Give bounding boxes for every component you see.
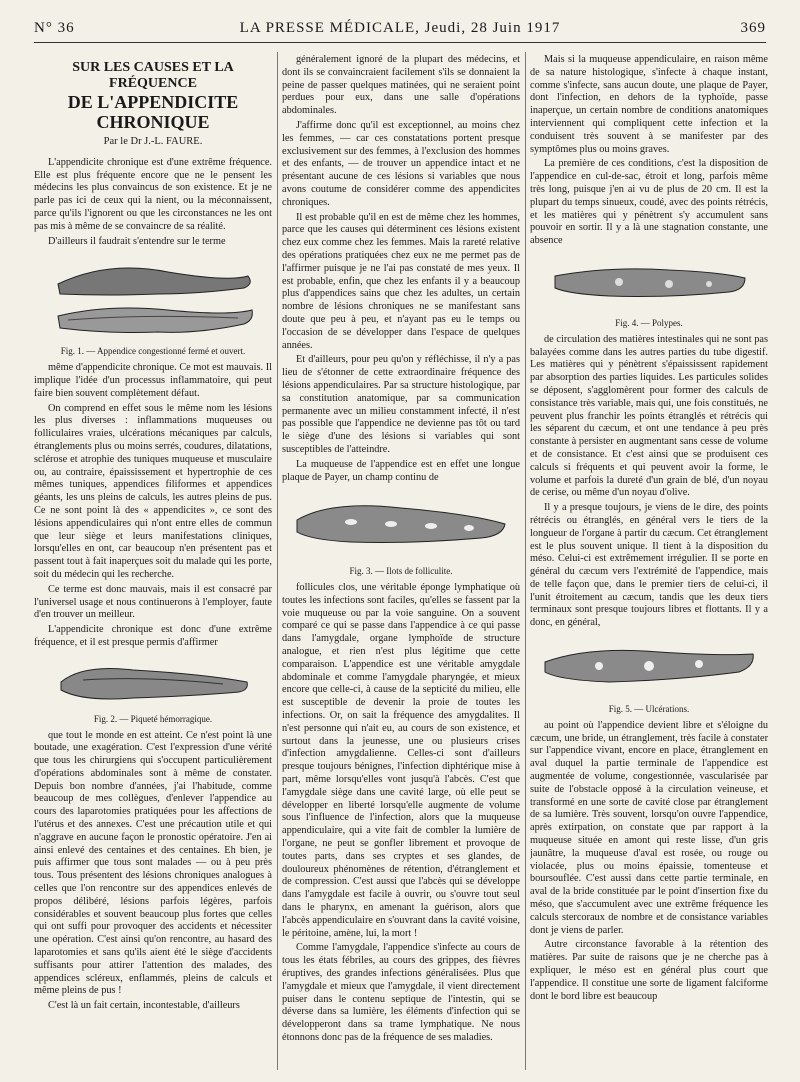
column-3 — [530, 54, 768, 1069]
issue-number: N° 36 — [34, 20, 75, 36]
paragraph: C'est là un fait certain, incontestable, d'ailleurs — [48, 1000, 240, 1012]
page-number: 369 — [740, 20, 766, 36]
figure-5-caption: Fig. 5. — Ulcérations. — [608, 704, 690, 715]
paragraph: de circulation des matières intestinales qui ne sont pas balayées comme dans les autres parties du tube digestif. Les matières qui y pénètrent s'épaississent rapidement par absorption des parties liquides. Les particules solides se déposent, s'agglomèrent pour former des calculs de consistance très variable, mais qui, une fois constitués, ne peuvent plus franchir les points étranglés et rétrécis qui les séparent du cæcum, et ont une tendance à peu près constante à persister en augmentant sans cesse de volume et de consistance. Et c'est ainsi que se produisent ces calculs si fréquents et qui peuvent avoir la forme, le volume et parfois la dureté d'un grain de blé, d'un noyau de cerise, ou même d'un noyau d'olive. — [530, 333, 768, 499]
paragraph: follicules clos, une véritable éponge lymphatique où toutes les infections sont faciles, qu'elles se fassent par la voie muqueuse ou par la voie sanguine. On a souvent comparé ce qui se passe dans l'appendice à ce qui passe dans l'amygdale, organe lymphoïde de structure analogue, et rien n'est plus légitime que cette comparaison. L'appendice est une véritable amygdale abdominale et comme l'amygdale pharyngée, et mieux encore que celle-ci, à cause de la septicité du milieu, elle est susceptible de devenir la proie de toutes les infections. Or, on sait la fréquence des amygdalites. Il n'est personne qui n'ait eu, au cours de son existence, et surtout dans la jeunesse, une ou plusieurs crises d'infection amygdalienne. Celles-ci sont d'ailleurs presque toujours bénignes, l'infection diphtérique mise à part, même lorsqu'elles vont jusqu'à l'abcès. C'est que l'amygdale siège dans une cavité large, où elle peut se développer en liberté lorsqu'elle augmente de volume sous l'influence de l'infection, alors que la muqueuse appendiculaire, qui a vite fait de combler la lumière de l'organe, ne peut se gonfler librement et provoque de toutes parts, dans ses cryptes et ses glandes, de douloureux phénomènes de rétention, d'étranglement et de compression. C'est aussi que l'abcès qui se développe dans l'amygdale est facile à ouvrir, ou s'ouvre tout seul dans le pharynx, en amenant la guérison, alors que l'abcès appendiculaire en s'ouvrant dans la cavité voisine, le péritoine, amène, lui, la mort ! — [282, 582, 520, 939]
figure-2 — [34, 656, 272, 726]
paragraph: que tout le monde en est atteint. Ce n'est point là une boutade, une exagération. C'est l'expression d'une vérité que tous les chirurgiens qui s'occupent particulièrement d'opérations abdominales sont à même de constater. Depuis bon nombre d'années, j'ai l'habitude, comme beaucoup de mes collègues, d'enlever l'appendice au cours des laparotomies pratiquées pour les affections de l'utérus et des annexes. C'est une précaution utile et qui n'aggrave en aucune façon le pronostic opératoire. J'en ai ainsi enlevé des centaines et des centaines. Eh bien, je puis affirmer que tous sont malades — ou à peu près tous. Tous présentent des lésions chroniques analogues à celles que l'on rencontre sur des appendices enlevés de propos délibéré, lésions parfois légères, parfois considérables et souvent beaucoup plus fortes que celles qui ont suffi pour provoquer des accidents et nécessiter une opération. C'est ainsi qu'on rencontre, au hasard des laparotomies et sans qu'ils aient été le siège d'accidents suffisants pour attirer l'attention des malades, des appendices scléreux, enflammés, pleins de calculs et même pleins de pus ! — [34, 729, 272, 997]
paragraph: D'ailleurs il faudrait s'entendre sur le terme — [48, 235, 226, 247]
figure-3-caption: Fig. 3. — Ilots de folliculite. — [349, 566, 453, 577]
paragraph: généralement ignoré de la plupart des médecins, et dont ils se convaincraient facilement s'ils se donnaient la peine de passer quelques matinées, qui ne seraient point perdues pour eux, dans une salle d'opérations abdominales. — [282, 54, 520, 117]
appendix-illustration — [549, 254, 749, 314]
figure-1 — [34, 254, 272, 358]
paragraph: L'appendicite chronique est donc d'une extrême fréquence, et il est presque permis d'affirmer — [34, 624, 272, 648]
paragraph: J'affirme donc qu'il est exceptionnel, au moins chez les femmes, — car ces constatations portent presque exclusivement sur des femmes, à l'exclusion des hommes et des enfants, — de trouver un appendice intact et ne présentant aucune de ces lésions si variables que nous avons coutume de considérer comme des appendicites chroniques. — [282, 119, 520, 208]
figure-1-caption: Fig. 1. — Appendice congestionné fermé et ouvert. — [60, 346, 246, 357]
article-author: Par le Dr J.-L. FAURE. — [103, 136, 203, 147]
page-header — [34, 20, 766, 43]
figure-4 — [530, 254, 768, 330]
appendix-illustration — [53, 656, 253, 710]
paragraph: Autre circonstance favorable à la rétention des matières. Par suite de raisons que je ne cherche pas à expliquer, le méso est en général plus court que l'appendice. Il constitue une sorte de ligament falciforme dont le bord libre est beaucoup — [530, 939, 768, 1002]
paragraph: L'appendicite chronique est d'une extrême fréquence. Elle est plus fréquente encore que ne le pensent les médecins les plus convaincus de son existence. Et je ne parle pas ici de ceux qui la nient, ou la méconnaissent, parce qu'ils l'ignorent ou que les circonstances ne les ont pas mis à même de se convaincre de sa réalité. — [34, 156, 272, 232]
article-title-line1: SUR LES CAUSES ET LA FRÉQUENCE — [72, 60, 234, 91]
paragraph: même d'appendicite chronique. Ce mot est mauvais. Il implique l'idée d'un processus inflammatoire, qui peut faire bien souvent complètement défaut. — [34, 362, 272, 399]
paragraph: Ce terme est donc mauvais, mais il est consacré par l'universel usage et nous continuerons à l'employer, faute d'en trouver un meilleur. — [34, 583, 272, 621]
paragraph: La muqueuse de l'appendice est en effet une longue plaque de Payer, un champ continu de — [282, 458, 520, 483]
paragraph: La première de ces conditions, c'est la disposition de l'appendice en cul-de-sac, étroit et long, parfois même très long, puisque j'en ai vu de plus de 20 cm. Il est la plupart du temps sinueux, coudé, avec des points rétrécis, et les matières qui y pénètrent s'y accumulent sans pouvoir en sortir. Il y a là une stagnation constante, une absence — [530, 158, 768, 247]
figure-4-caption: Fig. 4. — Polypes. — [615, 317, 683, 328]
column-1 — [34, 54, 272, 1069]
column-2 — [282, 54, 520, 1069]
paragraph: Mais si la muqueuse appendiculaire, en raison même de sa nature histologique, s'infecte à chaque instant, comme s'infecte, sans aucun doute, une plaque de Payer, dont l'infection, en dehors de la typhoïde, passe inaperçue, un certain nombre de conditions anatomiques interviennent qui compliquent cette infection et la conduisent très souvent à se manifester par des symptômes plus ou moins graves. — [530, 54, 768, 155]
column-rule — [525, 52, 526, 1070]
figure-3 — [282, 490, 520, 578]
figure-2-caption: Fig. 2. — Piqueté hémorragique. — [93, 713, 213, 724]
paragraph: On comprend en effet sous le même nom les lésions les plus diverses : inflammations muqueuses ou folliculaires vraies, ulcérations mécaniques par calculs, étranglements plus ou moins serrés, coudures, dilatations, sclérose et atrophie des tuniques muqueuse et musculaire ou, au contraire, épaississement et hypertrophie de ces mêmes tuniques, appendices filiformes et appendices géants, les uns pleins de calculs, les autres pleins de pus. Ce ne sont point là des « appendicites », ce sont des lésions appendiculaires qui n'ont entre elles de commun que leur siège et leurs manifestations cliniques, lorsqu'elles en ont, car beaucoup n'en présentent pas et passent tout à fait inaperçues soit du malade qui les porte, soit du médecin qui les recherche. — [34, 402, 272, 580]
appendix-illustration — [48, 254, 258, 342]
figure-5 — [530, 636, 768, 716]
paragraph: au point où l'appendice devient libre et s'éloigne du cæcum, une bride, un étranglement, très facile à constater sur l'appendice vivant, encore en place, étranglement en aval duquel la partie terminale de l'appendice est augmentée de volume, congestionnée, vascularisée par suite de l'obstacle opposé à la circulation veineuse, et transformé en une sorte de cavité close par étranglement de sa lumière. Très souvent, lorsqu'on ouvre l'appendice, après extirpation, on constate que par rapport à la muqueuse située en amont qui reste lisse, d'un gris jaunâtre, la muqueuse d'aval est rosée, ou rouge ou violacée, plus ou moins épaissie, tomenteuse et boursouflée. C'est aussi dans cette partie terminale, en aval de la bride constituée par le point d'insertion fixe du méso, que s'accumulent avec une extrême fréquence les calculs stercoraux de nombre et de consistance variables dont je viens de parler. — [530, 719, 768, 936]
journal-title: LA PRESSE MÉDICALE, Jeudi, 28 Juin 1917 — [239, 20, 561, 36]
article-title-line2: DE L'APPENDICITE CHRONIQUE — [67, 92, 239, 132]
column-rule — [277, 52, 278, 1070]
appendix-illustration — [539, 636, 759, 700]
appendix-illustration — [291, 490, 511, 562]
paragraph: Il y a presque toujours, je viens de le dire, des points rétrécis ou étranglés, en général vers le tiers de la longueur de l'organe à partir du cæcum. Cet étranglement est le plus souvent unique. Il tient à la disposition du méso. Celui-ci est extrêmement irrégulier. Il se porte en général du cæcum vers l'extrémité de l'appendice, mais de telle façon que, dans le premier tiers de celui-ci, il l'unit étroitement au cæcum, tandis que les deux tiers terminaux sont presque toujours libres et flottants. Il y a donc, en général, — [530, 502, 768, 629]
paragraph: Et d'ailleurs, pour peu qu'on y réfléchisse, il n'y a pas lieu de s'étonner de cette extraordinaire fréquence des lésions appendiculaires. Par sa structure histologique, par sa constitution anatomique, par sa communication permanente avec un milieu constamment infecté, il n'est pas possible que l'appendice ne devienne pas tôt ou tard le siège d'une des lésions si variables qui sont susceptibles de l'atteindre. — [282, 354, 520, 455]
paragraph: Comme l'amygdale, l'appendice s'infecte au cours de tous les états fébriles, au cours des grippes, des fièvres éruptives, des grandes infections généralisées. Plus que l'amygdale et mieux que l'amygdale, il vient directement puiser dans le contenu septique de l'intestin, qui se déverse dans sa lumière, les éléments d'infection qui se développeront dans sa trame lymphatique. Ne nous étonnons donc pas de la fréquence de ses maladies. — [282, 942, 520, 1043]
paragraph: Il est probable qu'il en est de même chez les hommes, parce que les causes qui déterminent ces lésions existent chez eux comme chez les femmes. Mais la rareté relative des opérations pratiquées chez eux ne me permet pas de l'affirmer puisque je ne l'ai pas constaté de mes yeux. Il est probable, enfin, que chez les enfants il y a beaucoup plus d'appendices sains que chez les adultes, un certain nombre de lésions chroniques ne se manifestant sans doute que peu à peu, et n'ayant pas eu le temps ou l'occasion de se développer dans l'espace de quelques années. — [282, 211, 520, 351]
